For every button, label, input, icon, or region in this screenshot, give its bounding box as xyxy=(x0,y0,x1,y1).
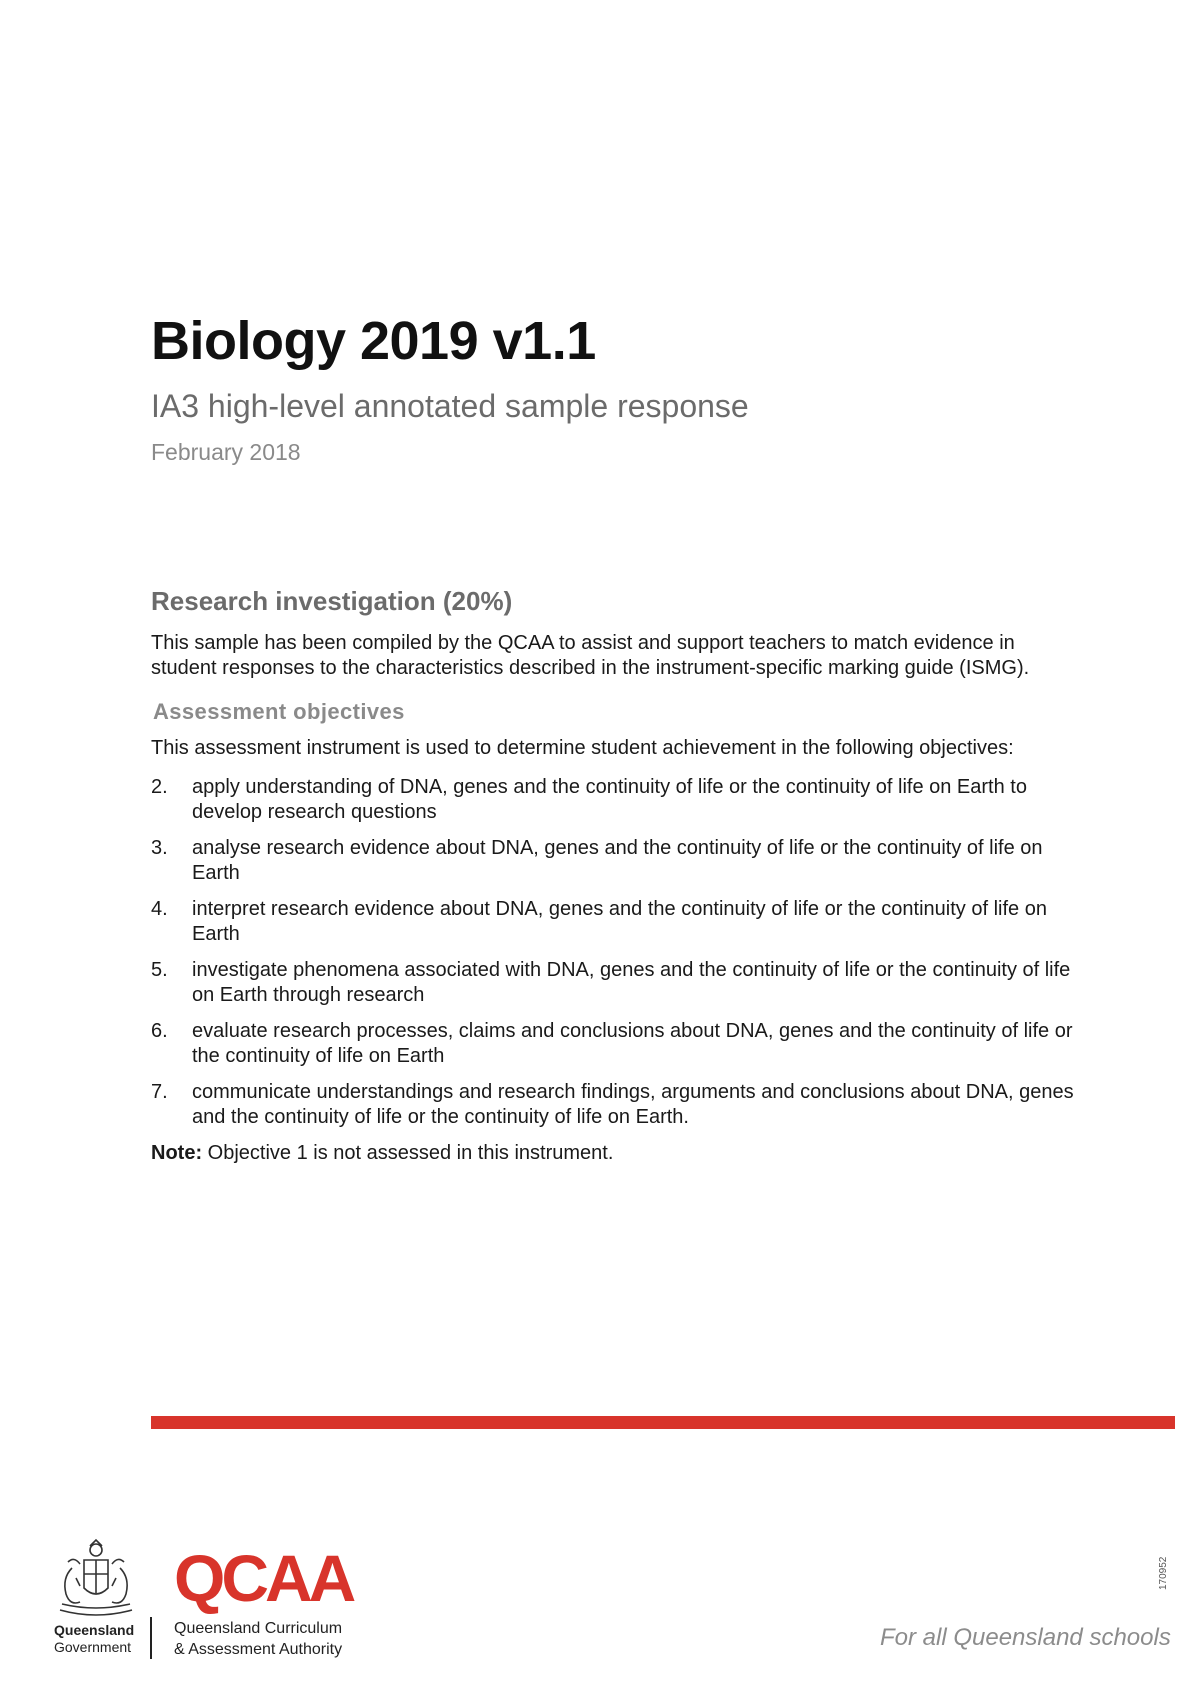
objectives-heading: Assessment objectives xyxy=(153,699,405,725)
note-paragraph xyxy=(151,1141,1081,1166)
objective-item xyxy=(151,1019,1081,1069)
main-content xyxy=(151,586,1081,1186)
objective-text: interpret research evidence about DNA, genes and the continuity of life or the continuity of life on Earth xyxy=(192,898,1047,946)
govt-line-2: Government xyxy=(54,1639,132,1655)
note-text: Objective 1 is not assessed in this instrument. xyxy=(202,1142,614,1165)
objective-text: apply understanding of DNA, genes and the continuity of life or the continuity of life on Earth to develop research questions xyxy=(192,776,1027,824)
objectives-intro: This assessment instrument is used to determine student achievement in the following objectives: xyxy=(151,737,1014,760)
document-code: 170952 xyxy=(1158,1556,1169,1590)
objective-text: evaluate research processes, claims and conclusions about DNA, genes and the continuity of life or the continuity of life on Earth xyxy=(192,1020,1073,1068)
objective-number: 5. xyxy=(151,959,168,982)
objective-item xyxy=(151,775,1081,825)
note-label: Note: xyxy=(151,1142,203,1165)
objective-number: 6. xyxy=(151,1020,168,1043)
objective-item xyxy=(151,836,1081,886)
govt-line-1: Queensland xyxy=(54,1622,135,1638)
objective-item xyxy=(151,958,1081,1008)
footer-tagline: For all Queensland schools xyxy=(880,1624,1171,1651)
objectives-list xyxy=(151,775,1081,1130)
objective-text: analyse research evidence about DNA, genes and the continuity of life or the continuity of life on Earth xyxy=(192,837,1043,885)
document-title: Biology 2019 v1.1 xyxy=(151,311,596,371)
objective-number: 2. xyxy=(151,776,168,799)
objective-number: 7. xyxy=(151,1081,168,1104)
queensland-coat-of-arms-icon xyxy=(50,1538,142,1622)
qcaa-line-1: Queensland Curriculum xyxy=(174,1620,343,1637)
queensland-government-text xyxy=(54,1622,134,1656)
objective-item xyxy=(151,897,1081,947)
section-heading: Research investigation (20%) xyxy=(151,586,513,616)
document-date: February 2018 xyxy=(151,439,301,465)
objective-item xyxy=(151,1080,1081,1130)
intro-paragraph: This sample has been compiled by the QCAA to assist and support teachers to match evidence in student responses to the characteristics described in the instrument-specific marking guide (ISMG). xyxy=(151,632,1030,680)
qcaa-full-name xyxy=(174,1618,342,1660)
logo-divider xyxy=(150,1617,152,1659)
objective-number: 3. xyxy=(151,837,168,860)
qcaa-logo: QCAA xyxy=(174,1541,353,1615)
red-divider-bar xyxy=(151,1416,1175,1429)
document-subtitle: IA3 high-level annotated sample response xyxy=(151,388,749,424)
objective-number: 4. xyxy=(151,898,168,921)
objective-text: investigate phenomena associated with DNA, genes and the continuity of life or the continuity of life on Earth through research xyxy=(192,959,1071,1007)
qcaa-line-2: & Assessment Authority xyxy=(174,1641,343,1658)
objective-text: communicate understandings and research findings, arguments and conclusions about DNA, genes and the continuity of life or the continuity of life on Earth. xyxy=(192,1081,1074,1129)
